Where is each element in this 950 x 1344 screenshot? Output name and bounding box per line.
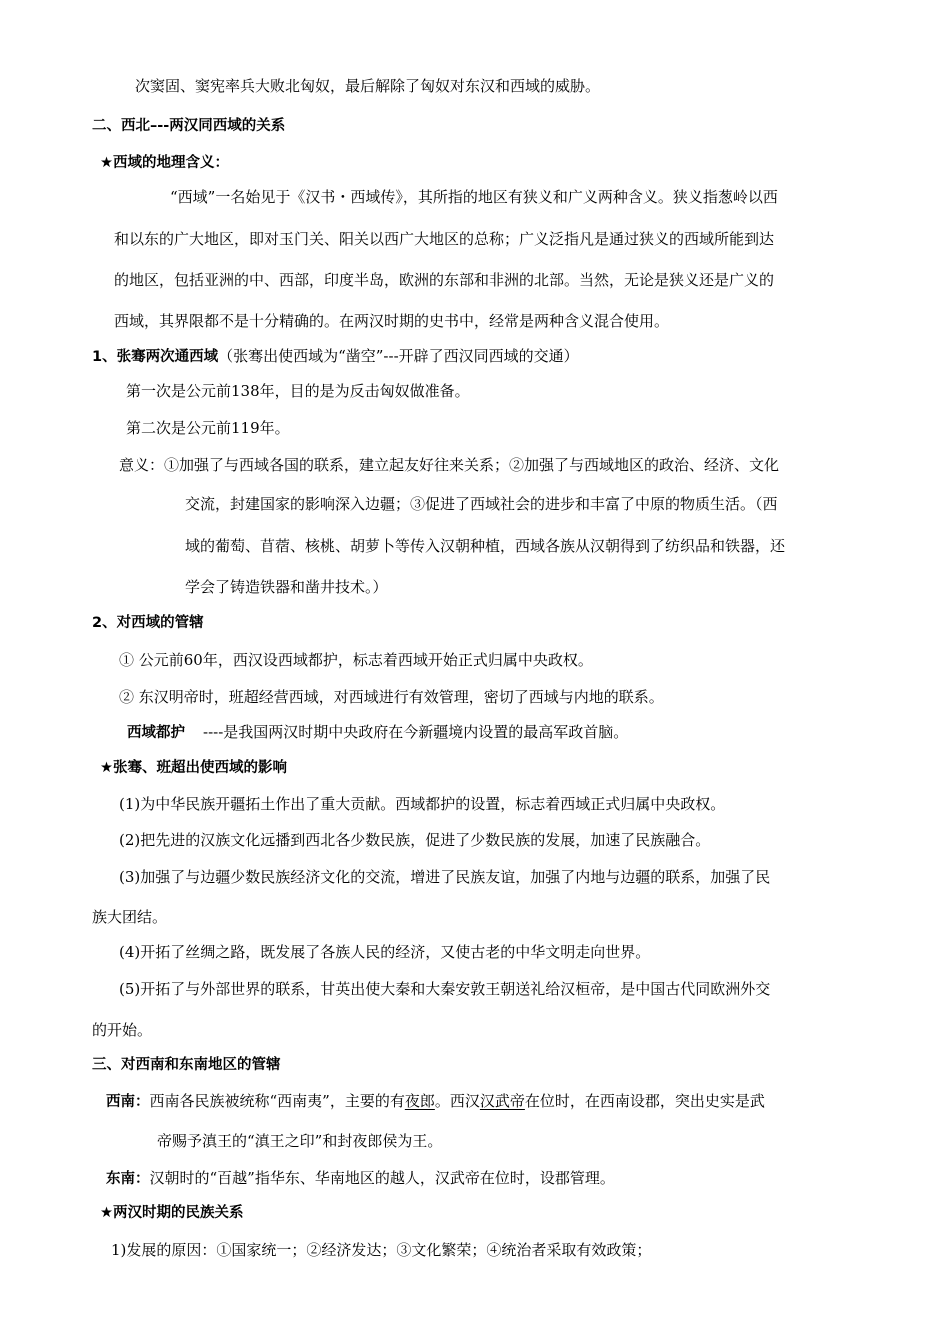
text-line: 次窦固、窦宪率兵大败北匈奴，最后解除了匈奴对东汉和西域的威胁。 bbox=[135, 77, 601, 95]
list-item-cont: 的开始。 bbox=[92, 1021, 153, 1039]
list-item: (1)为中华民族开疆拓土作出了重大贡献。西域都护的设置，标志着西域正式归属中央政权。 bbox=[119, 795, 726, 813]
list-item: (2)把先进的汉族文化远播到西北各少数民族，促进了少数民族的发展，加速了民族融合。 bbox=[119, 831, 711, 849]
xinan-line bbox=[106, 1091, 765, 1112]
text-line: 帝赐予滇王的“滇王之印”和封夜郎侯为王。 bbox=[157, 1132, 443, 1150]
underlined-term: 汉武帝 bbox=[479, 1092, 525, 1110]
paragraph-line: “西域”一名始见于《汉书・西域传》，其所指的地区有狭义和广义两种含义。狭义指葱岭以西 bbox=[170, 188, 778, 206]
text-line: 第二次是公元前119年。 bbox=[126, 419, 290, 437]
paragraph-line: 的地区，包括亚洲的中、西部，印度半岛，欧洲的东部和非洲的北部。当然，无论是狭义还是广义的 bbox=[114, 271, 775, 289]
subheading: ★两汉时期的民族关系 bbox=[100, 1205, 244, 1221]
underlined-term: 夜郎 bbox=[404, 1092, 435, 1110]
list-item: (3)加强了与边疆少数民族经济文化的交流，增进了民族友谊，加强了内地与边疆的联系，加强了民 bbox=[119, 868, 771, 886]
subheading: ★张骞、班超出使西域的影响 bbox=[100, 760, 287, 776]
text-line: 第一次是公元前138年，目的是为反击匈奴做准备。 bbox=[126, 382, 470, 400]
paragraph-line: 和以东的广大地区，即对玉门关、阳关以西广大地区的总称；广义泛指凡是通过狭义的西域所能到达 bbox=[114, 230, 775, 248]
list-item-cont: 族大团结。 bbox=[92, 908, 168, 926]
text-line: 意义：①加强了与西域各国的联系，建立起友好往来关系；②加强了与西域地区的政治、经济、文化 bbox=[119, 456, 780, 474]
subheading: ★西域的地理含义： bbox=[100, 155, 229, 171]
dongnan-line bbox=[106, 1168, 615, 1189]
text-span: 汉朝时的“百越”指华东、华南地区的越人，汉武帝在位时，设郡管理。 bbox=[149, 1169, 615, 1187]
text-line: 交流，封建国家的影响深入边疆；③促进了西域社会的进步和丰富了中原的物质生活。（西 bbox=[185, 495, 778, 513]
text-line: 域的葡萄、苜蓿、核桃、胡萝卜等传入汉朝种植，西域各族从汉朝得到了纺织品和铁器，还 bbox=[185, 537, 786, 555]
list-item: (5)开拓了与外部世界的联系，甘英出使大秦和大秦安敦王朝送礼给汉桓帝，是中国古代同欧洲外交 bbox=[119, 980, 771, 998]
section-heading: 二、西北–--两汉同西域的关系 bbox=[92, 118, 286, 134]
definition-line bbox=[127, 722, 628, 743]
text-span: 西南各民族被统称“西南夷”，主要的有 bbox=[149, 1092, 405, 1110]
region-label: 东南： bbox=[106, 1171, 150, 1187]
text-span: 在位时，在西南设郡，突出史实是武 bbox=[524, 1092, 765, 1110]
list-item: (4)开拓了丝绸之路，既发展了各族人民的经济，又使古老的中华文明走向世界。 bbox=[119, 943, 651, 961]
term: 西域都护 bbox=[127, 725, 185, 741]
subsection-title: 2、对西域的管辖 bbox=[92, 615, 204, 631]
definition: ----是我国两汉时期中央政府在今新疆境内设置的最高军政首脑。 bbox=[203, 723, 629, 741]
subsection-title: 1、张骞两次通西域 bbox=[92, 349, 219, 365]
text-line: 学会了铸造铁器和凿井技术。） bbox=[185, 578, 388, 596]
text-span: 。西汉 bbox=[434, 1092, 480, 1110]
paragraph-line: 西域，其界限都不是十分精确的。在两汉时期的史书中，经常是两种含义混合使用。 bbox=[114, 312, 670, 330]
subsection-1 bbox=[92, 346, 579, 367]
list-item: ① 公元前60年，西汉设西域都护，标志着西域开始正式归属中央政权。 bbox=[119, 651, 593, 669]
text-line: 1)发展的原因：①国家统一；②经济发达；③文化繁荣；④统治者采取有效政策； bbox=[111, 1241, 652, 1259]
list-item: ② 东汉明帝时，班超经营西域，对西域进行有效管理，密切了西域与内地的联系。 bbox=[119, 688, 664, 706]
subsection-note: （张骞出使西域为“凿空”---开辟了西汉同西域的交通） bbox=[218, 347, 579, 365]
section-heading: 三、对西南和东南地区的管辖 bbox=[92, 1057, 281, 1073]
region-label: 西南： bbox=[106, 1094, 150, 1110]
